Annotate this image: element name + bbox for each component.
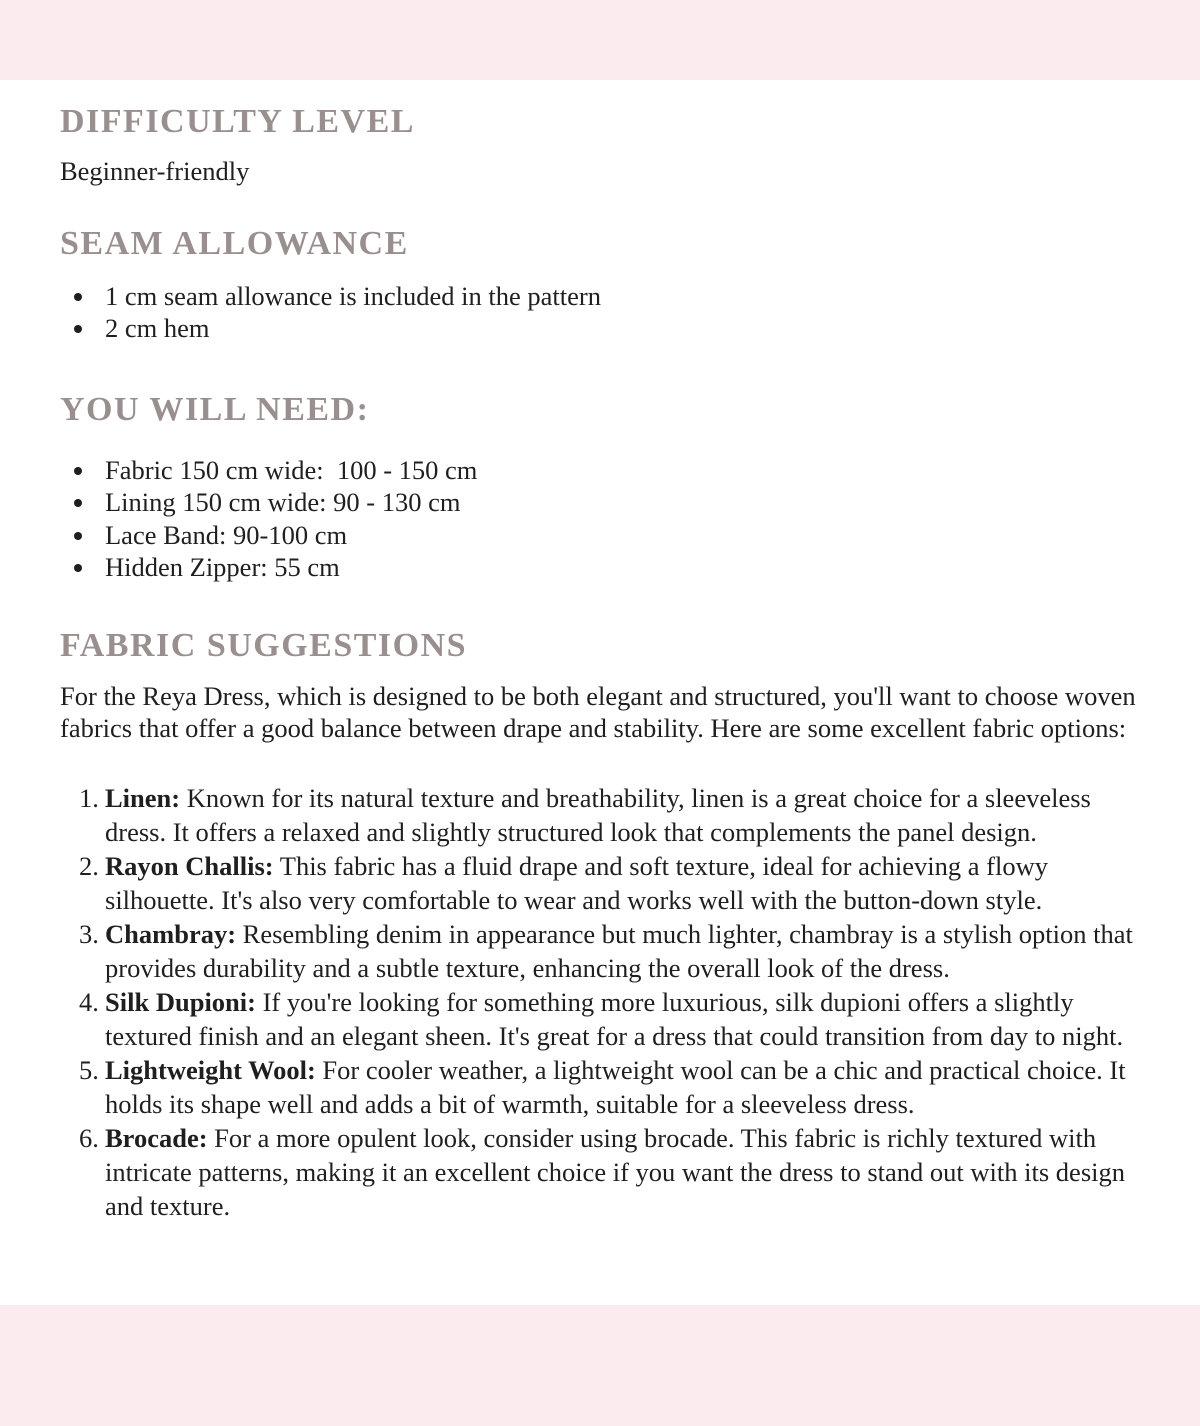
fabric-term: Rayon Challis:	[105, 850, 274, 881]
bullet-icon	[74, 564, 82, 572]
list-item-number: 6.	[79, 1122, 99, 1153]
seam-allowance-list	[60, 280, 1140, 345]
list-item	[60, 917, 1140, 985]
list-item-text: Hidden Zipper: 55 cm	[105, 552, 340, 582]
fabric-term: Brocade:	[105, 1122, 208, 1153]
bullet-icon	[74, 499, 82, 507]
list-item-number: 4.	[79, 986, 99, 1017]
list-item	[60, 312, 1140, 345]
list-item	[60, 519, 1140, 552]
list-item	[60, 781, 1140, 849]
fabric-suggestions-heading: FABRIC SUGGESTIONS	[60, 626, 468, 664]
bullet-icon	[74, 325, 82, 333]
fabric-term: Linen:	[105, 782, 181, 813]
list-item-number: 5.	[79, 1054, 99, 1085]
bullet-icon	[74, 467, 82, 475]
you-will-need-heading: YOU WILL NEED:	[60, 390, 370, 428]
fabric-description: For cooler weather, a lightweight wool can be a chic and practical choice. It holds its shape well and adds a bit of warmth, suitable for a sleeveless dress.	[105, 1054, 1126, 1119]
bullet-icon	[74, 532, 82, 540]
list-item	[60, 551, 1140, 584]
document-page	[0, 80, 1200, 1305]
fabric-description: Resembling denim in appearance but much lighter, chambray is a stylish option that provides durability and a subtle texture, enhancing the overall look of the dress.	[105, 918, 1133, 983]
list-item-number: 3.	[79, 918, 99, 949]
seam-allowance-heading: SEAM ALLOWANCE	[60, 224, 409, 262]
list-item-text: Lining 150 cm wide: 90 - 130 cm	[105, 487, 461, 517]
fabric-description: Known for its natural texture and breathability, linen is a great choice for a sleeveless dress. It offers a relaxed and slightly structured look that complements the panel design.	[105, 782, 1091, 847]
fabric-term: Silk Dupioni:	[105, 986, 256, 1017]
fabric-term: Chambray:	[105, 918, 237, 949]
list-item	[60, 985, 1140, 1053]
list-item	[60, 849, 1140, 917]
bullet-icon	[74, 293, 82, 301]
list-item-text: Fabric 150 cm wide: 100 - 150 cm	[105, 454, 478, 485]
list-item-number: 2.	[79, 850, 99, 881]
fabric-term: Lightweight Wool:	[105, 1054, 316, 1085]
fabric-description: This fabric has a fluid drape and soft texture, ideal for achieving a flowy silhouette. It's also very comfortable to wear and works well with the button-down style.	[105, 850, 1048, 915]
list-item-text: Lace Band: 90-100 cm	[105, 519, 348, 550]
list-item	[60, 280, 1140, 313]
list-item-text: 2 cm hem	[105, 313, 210, 343]
difficulty-text: Beginner-friendly	[60, 156, 250, 186]
list-item-number: 1.	[79, 782, 99, 813]
list-item-text: 1 cm seam allowance is included in the pattern	[105, 280, 601, 311]
fabric-suggestions-list	[60, 781, 1140, 1223]
fabric-description: For a more opulent look, consider using brocade. This fabric is richly textured with intricate patterns, making it an excellent choice if you want the dress to stand out with its design and texture.	[105, 1122, 1125, 1221]
you-will-need-list	[60, 454, 1140, 584]
fabric-description: If you're looking for something more luxurious, silk dupioni offers a slightly textured finish and an elegant sheen. It's great for a dress that could transition from day to night.	[105, 986, 1124, 1051]
list-item	[60, 1053, 1140, 1121]
list-item	[60, 454, 1140, 487]
list-item	[60, 486, 1140, 519]
difficulty-heading: DIFFICULTY LEVEL	[60, 103, 415, 140]
list-item	[60, 1121, 1140, 1223]
fabric-suggestions-intro: For the Reya Dress, which is designed to be both elegant and structured, you'll want to choose woven fabrics that offer a good balance between drape and stability. Here are some excellent fabric options:	[60, 680, 1136, 743]
